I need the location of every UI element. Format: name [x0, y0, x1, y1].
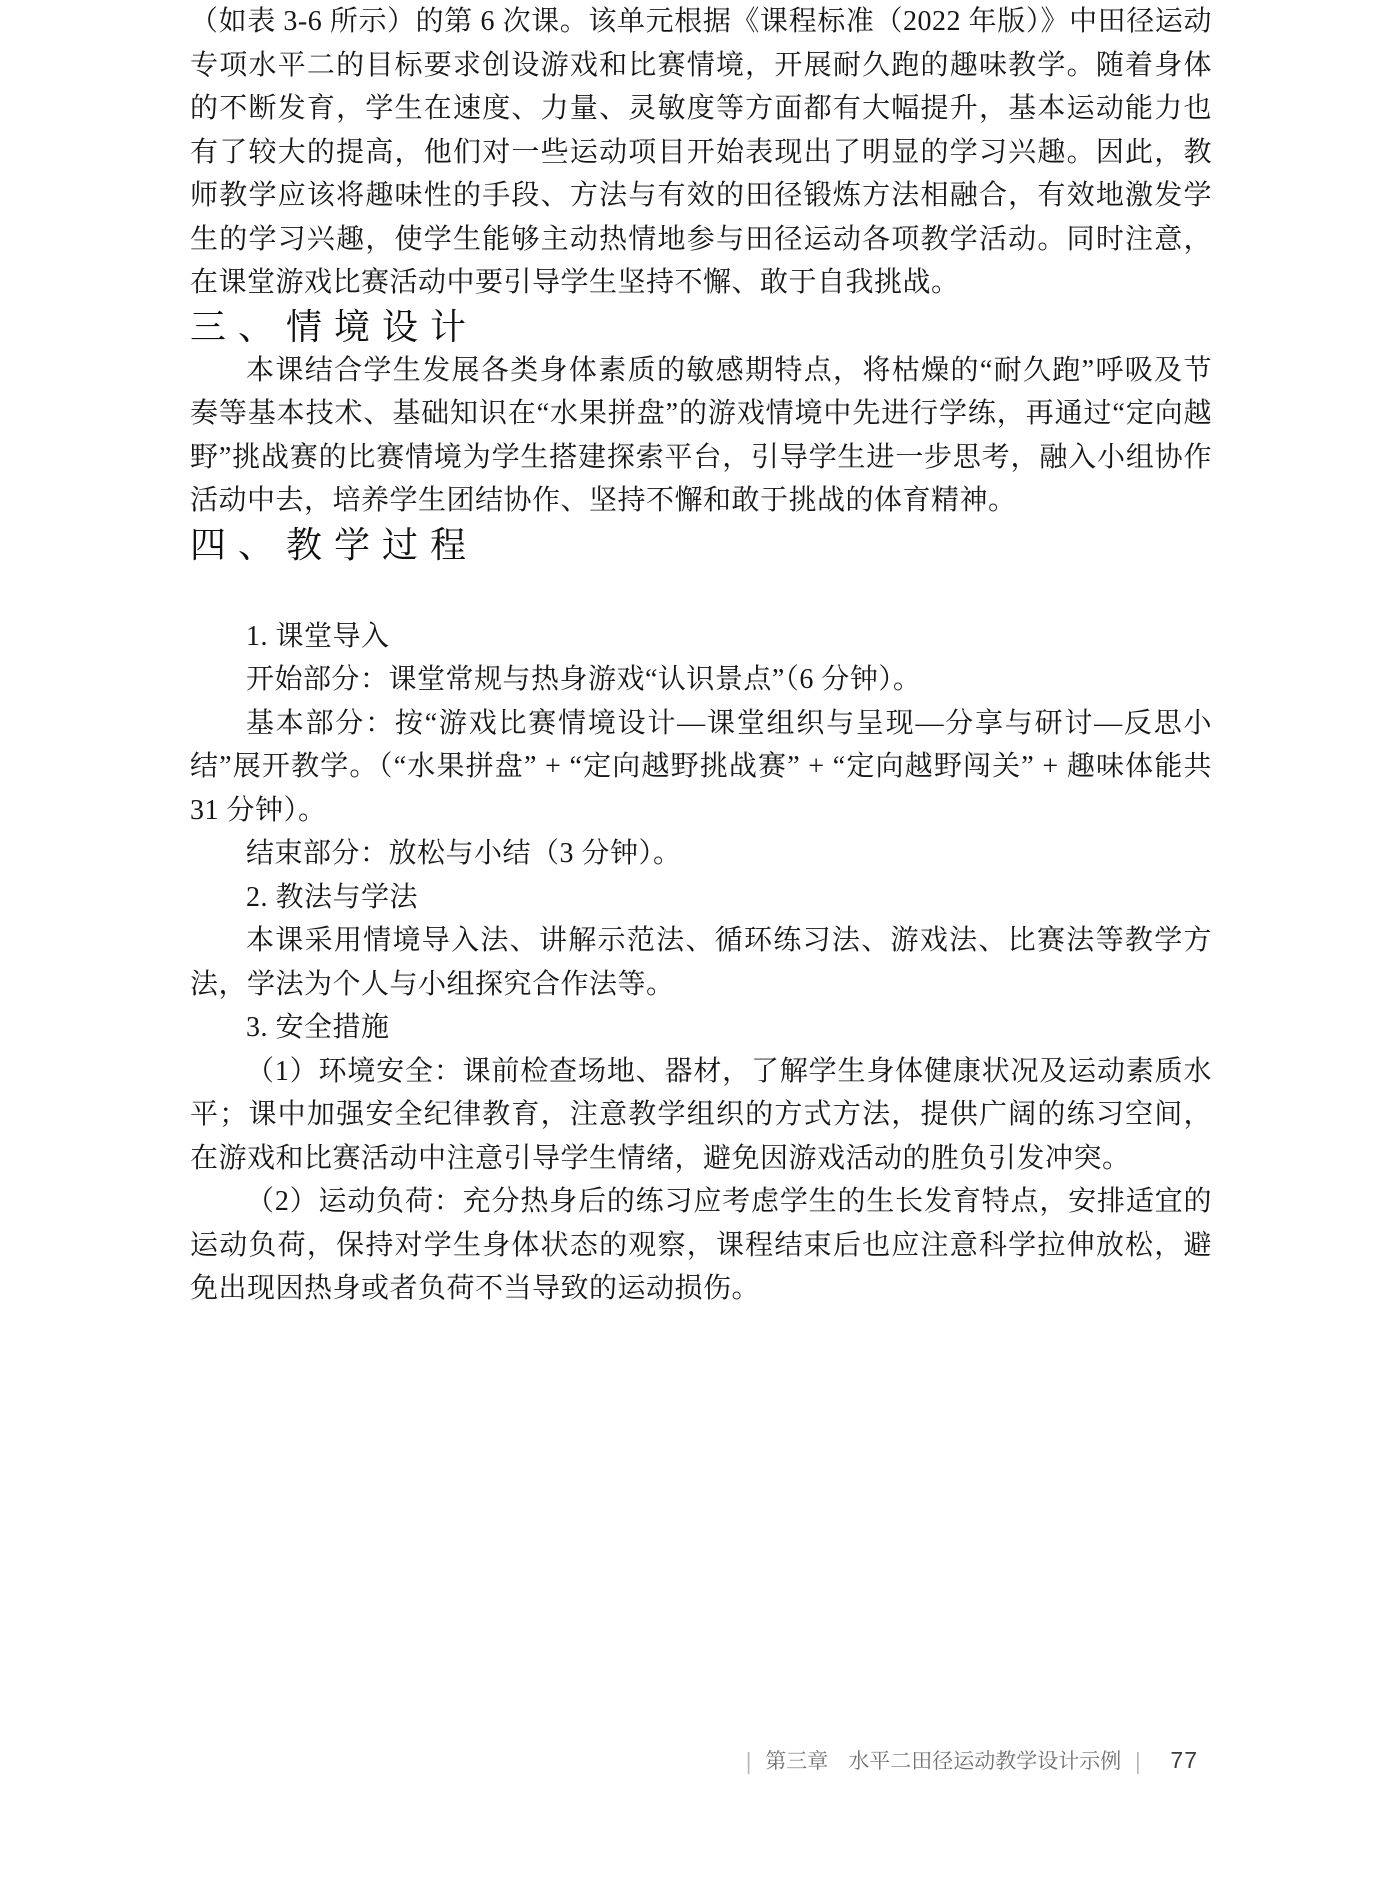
page-content — [190, 0, 1212, 1311]
footer-page-number: 77 — [1170, 1747, 1198, 1773]
footer-chapter-title: 水平二田径运动教学设计示例 — [848, 1750, 1122, 1773]
process-item-methods-title: 2. 教法与学法 — [246, 881, 419, 913]
process-item-safety-load: （2）运动负荷：充分热身后的练习应考虑学生的生长发育特点，安排适宜的运动负荷，保持对学生身体状态的观察，课程结束后也应注意科学拉伸放松，避免出现因热身或者负荷不当导致的运动损伤。 — [190, 1186, 1212, 1304]
footer-separator-left: | — [746, 1749, 752, 1775]
process-item-main-part: 基本部分：按“游戏比赛情境设计—课堂组织与呈现—分享与研讨—反思小结”展开教学。（“水果拼盘” + “定向越野挑战赛” + “定向越野闯关” + 趣味体能共 31 分钟）。 — [190, 707, 1212, 826]
process-item-lesson-intro: 1. 课堂导入 — [246, 620, 390, 652]
process-item-safety-title: 3. 安全措施 — [246, 1012, 390, 1043]
process-item-opening-part: 开始部分：课堂常规与热身游戏“认识景点”（6 分钟）。 — [246, 664, 922, 695]
situation-design-paragraph: 本课结合学生发展各类身体素质的敏感期特点，将枯燥的“耐久跑”呼吸及节奏等基本技术、基础知识在“水果拼盘”的游戏情境中先进行学练，再通过“定向越野”挑战赛的比赛情境为学生搭建探索平台，引导学生进一步思考，融入小组协作活动中去，培养学生团结协作、坚持不懈和敢于挑战的体育精神。 — [190, 354, 1212, 516]
footer-separator-right: | — [1135, 1749, 1141, 1775]
teaching-process-list — [190, 615, 1212, 1311]
footer-chapter-label: 第三章 — [765, 1750, 829, 1773]
intro-paragraph: （如表 3-6 所示）的第 6 次课。该单元根据《课程标准（2022 年版）》中田径运动专项水平二的目标要求创设游戏和比赛情境，开展耐久跑的趣味教学。随着身体的不断发育，学生在速度、力量、灵敏度等方面都有大幅提升，基本运动能力也有了较大的提高，他们对一些运动项目开始表现出了明显的学习兴趣。因此，教师教学应该将趣味性的手段、方法与有效的田径锻炼方法相融合，有效地激发学生的学习兴趣，使学生能够主动热情地参与田径运动各项教学活动。同时注意，在课堂游戏比赛活动中要引导学生坚持不懈、敢于自我挑战。 — [190, 6, 1212, 298]
section-heading-teaching-process: 四、教学过程 — [190, 523, 479, 565]
page-footer — [746, 1745, 1198, 1775]
process-item-ending-part: 结束部分：放松与小结（3 分钟）。 — [246, 838, 682, 869]
process-item-methods-text: 本课采用情境导入法、讲解示范法、循环练习法、游戏法、比赛法等教学方法，学法为个人与小组探究合作法等。 — [190, 925, 1212, 1000]
process-item-safety-environment: （1）环境安全：课前检查场地、器材，了解学生身体健康状况及运动素质水平；课中加强安全纪律教育，注意教学组织的方式方法，提供广阔的练习空间，在游戏和比赛活动中注意引导学生情绪，避免因游戏活动的胜负引发冲突。 — [190, 1055, 1212, 1174]
section-heading-situation-design: 三、情境设计 — [190, 305, 479, 347]
